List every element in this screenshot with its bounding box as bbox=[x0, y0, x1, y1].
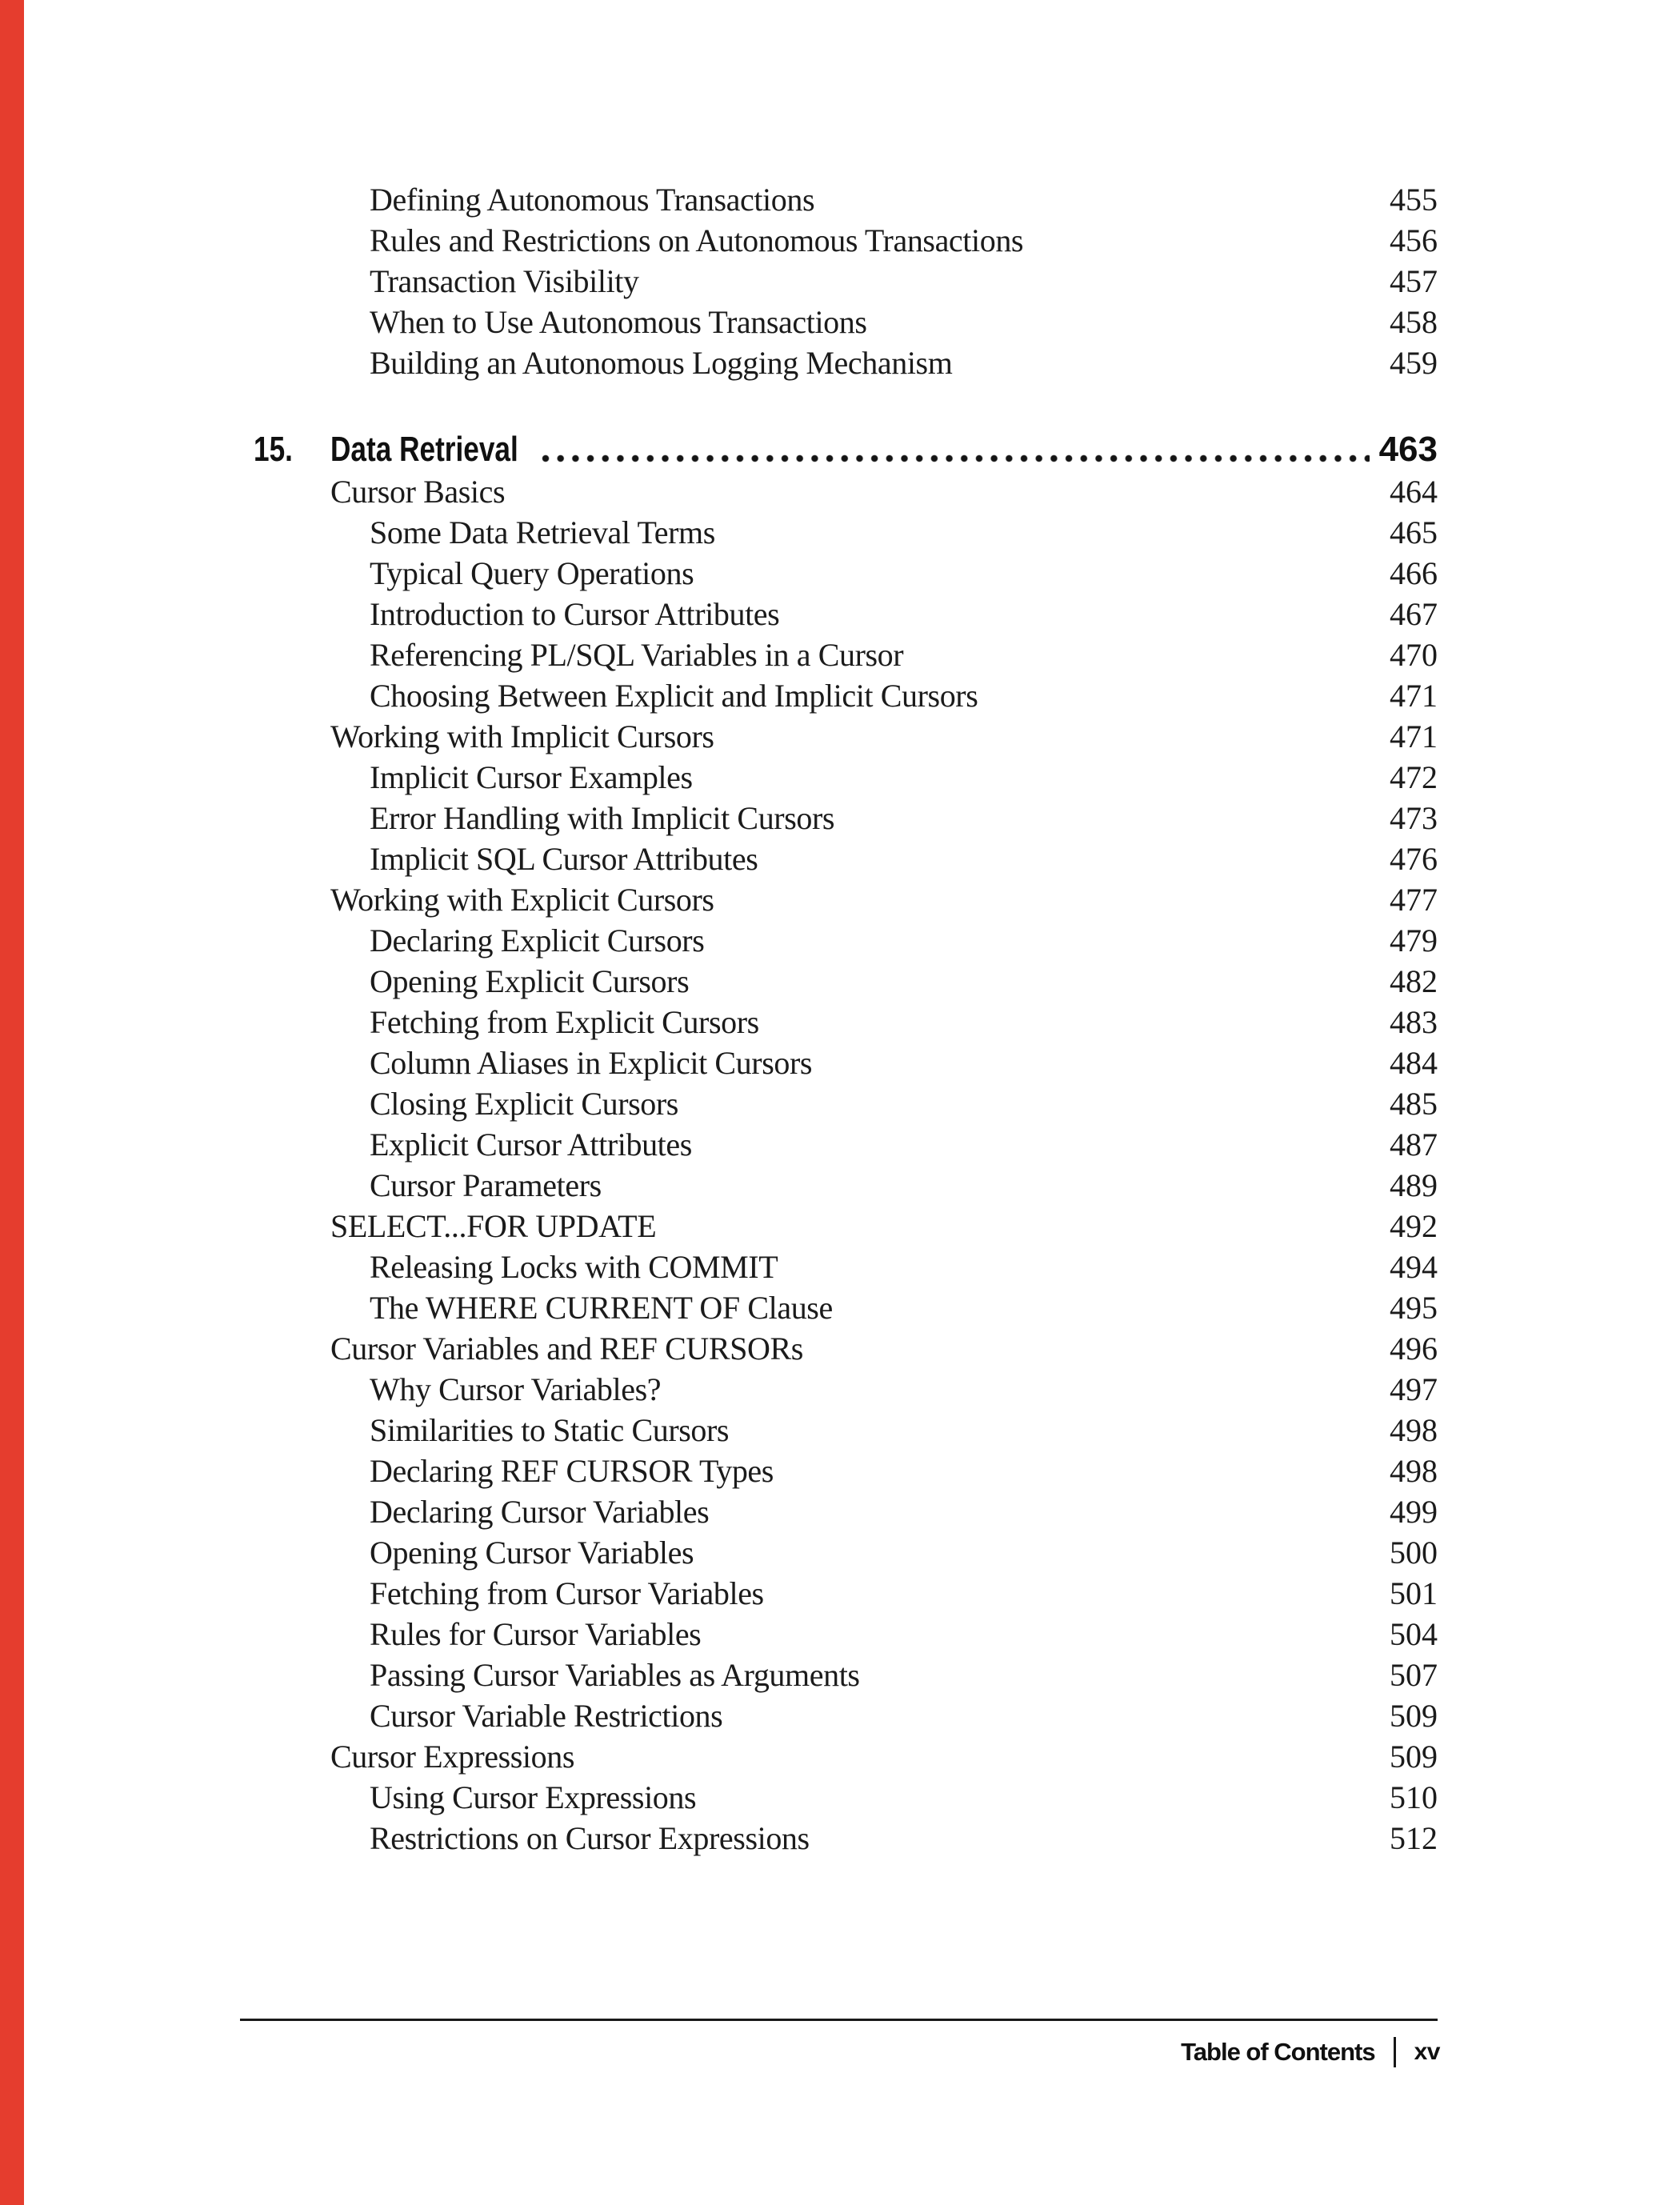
page-footer bbox=[1181, 2035, 1440, 2070]
toc-entry-row bbox=[244, 1451, 1438, 1491]
left-edge-accent-bar bbox=[0, 0, 24, 2205]
toc-entry-label: Declaring Explicit Cursors bbox=[370, 922, 705, 958]
toc-entry-page-number: 498 bbox=[1390, 1412, 1438, 1448]
toc-entry-page-number: 512 bbox=[1390, 1820, 1438, 1856]
toc-entry-page-number: 470 bbox=[1390, 637, 1438, 673]
toc-entry-label: Fetching from Explicit Cursors bbox=[370, 1004, 759, 1040]
toc-entry-row bbox=[244, 1083, 1438, 1124]
previous-chapter-entries bbox=[244, 179, 1438, 383]
toc-entry-row bbox=[244, 1247, 1438, 1287]
toc-entry-label: Using Cursor Expressions bbox=[370, 1779, 697, 1815]
toc-entry-label: Opening Explicit Cursors bbox=[370, 963, 690, 999]
toc-entry-row bbox=[244, 1287, 1438, 1328]
toc-entry-page-number: 504 bbox=[1390, 1616, 1438, 1652]
toc-entry-page-number: 457 bbox=[1390, 263, 1438, 299]
toc-entry-page-number: 482 bbox=[1390, 963, 1438, 999]
toc-entry-page-number: 473 bbox=[1390, 800, 1438, 836]
toc-entry-label: Declaring Cursor Variables bbox=[370, 1494, 710, 1530]
toc-entry-label: When to Use Autonomous Transactions bbox=[370, 304, 867, 340]
toc-entry-label: Implicit Cursor Examples bbox=[370, 759, 693, 795]
toc-entry-row bbox=[244, 1573, 1438, 1614]
toc-entry-page-number: 459 bbox=[1390, 345, 1438, 381]
toc-entry-label: Declaring REF CURSOR Types bbox=[370, 1453, 774, 1489]
toc-entry-label: SELECT...FOR UPDATE bbox=[330, 1208, 657, 1244]
toc-entry-label: Transaction Visibility bbox=[370, 263, 639, 299]
toc-entry-label: Some Data Retrieval Terms bbox=[370, 514, 715, 550]
toc-entry-page-number: 487 bbox=[1390, 1127, 1438, 1163]
toc-entry-row bbox=[244, 1042, 1438, 1083]
toc-entry-row bbox=[244, 220, 1438, 261]
toc-entry-row bbox=[244, 1491, 1438, 1532]
toc-entry-row bbox=[244, 798, 1438, 838]
toc-entry-row bbox=[244, 471, 1438, 512]
toc-entry-label: Cursor Expressions bbox=[330, 1739, 575, 1775]
toc-entry-label: Fetching from Cursor Variables bbox=[370, 1575, 764, 1611]
toc-entry-page-number: 492 bbox=[1390, 1208, 1438, 1244]
toc-entry-row bbox=[244, 594, 1438, 634]
toc-entry-page-number: 464 bbox=[1390, 474, 1438, 510]
toc-entry-row bbox=[244, 1002, 1438, 1042]
toc-entry-page-number: 497 bbox=[1390, 1371, 1438, 1407]
toc-entry-label: Column Aliases in Explicit Cursors bbox=[370, 1045, 813, 1081]
toc-entry-page-number: 484 bbox=[1390, 1045, 1438, 1081]
toc-entry-row bbox=[244, 1410, 1438, 1451]
footer-section-label: Table of Contents bbox=[1181, 2038, 1375, 2066]
toc-entry-row bbox=[244, 1736, 1438, 1777]
table-of-contents bbox=[244, 179, 1438, 1859]
footer-page-number: xv bbox=[1414, 2039, 1440, 2065]
toc-entry-label: Error Handling with Implicit Cursors bbox=[370, 800, 835, 836]
toc-entry-page-number: 476 bbox=[1390, 841, 1438, 877]
toc-entry-label: Restrictions on Cursor Expressions bbox=[370, 1820, 810, 1856]
toc-entry-row bbox=[244, 179, 1438, 220]
toc-entry-label: Closing Explicit Cursors bbox=[370, 1086, 678, 1122]
toc-entry-label: Working with Implicit Cursors bbox=[330, 718, 714, 754]
toc-entry-row bbox=[244, 261, 1438, 302]
toc-entry-row bbox=[244, 302, 1438, 342]
toc-entry-row bbox=[244, 1695, 1438, 1736]
toc-entry-page-number: 501 bbox=[1390, 1575, 1438, 1611]
toc-entry-label: Choosing Between Explicit and Implicit Cursors bbox=[370, 678, 978, 714]
toc-entry-row bbox=[244, 553, 1438, 594]
toc-entry-page-number: 483 bbox=[1390, 1004, 1438, 1040]
toc-entry-row bbox=[244, 961, 1438, 1002]
footer-rule bbox=[240, 2019, 1438, 2021]
toc-entry-row bbox=[244, 1124, 1438, 1165]
toc-entry-page-number: 498 bbox=[1390, 1453, 1438, 1489]
toc-entry-label: Cursor Variable Restrictions bbox=[370, 1698, 723, 1734]
toc-entry-page-number: 455 bbox=[1390, 182, 1438, 218]
toc-entry-label: Introduction to Cursor Attributes bbox=[370, 596, 780, 632]
toc-entry-page-number: 509 bbox=[1390, 1698, 1438, 1734]
toc-entry-row bbox=[244, 1165, 1438, 1206]
toc-entry-page-number: 489 bbox=[1390, 1167, 1438, 1203]
toc-entry-row bbox=[244, 675, 1438, 716]
toc-entry-label: Passing Cursor Variables as Arguments bbox=[370, 1657, 860, 1693]
toc-entry-page-number: 494 bbox=[1390, 1249, 1438, 1285]
toc-entry-page-number: 485 bbox=[1390, 1086, 1438, 1122]
toc-entry-label: Similarities to Static Cursors bbox=[370, 1412, 730, 1448]
toc-entry-row bbox=[244, 716, 1438, 757]
toc-entry-page-number: 472 bbox=[1390, 759, 1438, 795]
toc-entry-row bbox=[244, 634, 1438, 675]
chapter-heading-row bbox=[244, 428, 1438, 471]
toc-entry-row bbox=[244, 1614, 1438, 1655]
toc-entry-page-number: 466 bbox=[1390, 555, 1438, 591]
toc-entry-page-number: 456 bbox=[1390, 222, 1438, 258]
toc-entry-label: Referencing PL/SQL Variables in a Cursor bbox=[370, 637, 904, 673]
toc-entry-page-number: 499 bbox=[1390, 1494, 1438, 1530]
toc-entry-page-number: 509 bbox=[1390, 1739, 1438, 1775]
toc-entry-page-number: 458 bbox=[1390, 304, 1438, 340]
toc-entry-row bbox=[244, 920, 1438, 961]
footer-separator bbox=[1394, 2037, 1396, 2067]
toc-entry-label: The WHERE CURRENT OF Clause bbox=[370, 1290, 833, 1326]
toc-entry-label: Building an Autonomous Logging Mechanism bbox=[370, 345, 953, 381]
toc-entry-label: Cursor Parameters bbox=[370, 1167, 602, 1203]
toc-entry-row bbox=[244, 1777, 1438, 1818]
toc-entry-row bbox=[244, 879, 1438, 920]
toc-entry-label: Why Cursor Variables? bbox=[370, 1371, 662, 1407]
toc-entry-page-number: 465 bbox=[1390, 514, 1438, 550]
toc-entry-label: Defining Autonomous Transactions bbox=[370, 182, 815, 218]
toc-entry-row bbox=[244, 1369, 1438, 1410]
toc-entry-label: Rules and Restrictions on Autonomous Transactions bbox=[370, 222, 1024, 258]
toc-entry-label: Typical Query Operations bbox=[370, 555, 694, 591]
toc-entry-row bbox=[244, 1328, 1438, 1369]
toc-entry-page-number: 479 bbox=[1390, 922, 1438, 958]
toc-entry-row bbox=[244, 838, 1438, 879]
toc-entry-page-number: 507 bbox=[1390, 1657, 1438, 1693]
toc-entry-label: Working with Explicit Cursors bbox=[330, 882, 714, 918]
toc-entry-row bbox=[244, 342, 1438, 383]
toc-entry-row bbox=[244, 1532, 1438, 1573]
toc-entry-label: Cursor Variables and REF CURSORs bbox=[330, 1331, 803, 1367]
chapter-page-number: 463 bbox=[1378, 430, 1438, 469]
toc-entry-row bbox=[244, 512, 1438, 553]
toc-entry-label: Cursor Basics bbox=[330, 474, 506, 510]
toc-entry-page-number: 500 bbox=[1390, 1535, 1438, 1571]
toc-entry-page-number: 496 bbox=[1390, 1331, 1438, 1367]
toc-entry-row bbox=[244, 1655, 1438, 1695]
toc-entry-row bbox=[244, 757, 1438, 798]
chapter-number: 15. bbox=[254, 430, 293, 469]
toc-entry-page-number: 495 bbox=[1390, 1290, 1438, 1326]
chapter-title: Data Retrieval bbox=[330, 430, 518, 469]
toc-entry-page-number: 467 bbox=[1390, 596, 1438, 632]
toc-entry-label: Implicit SQL Cursor Attributes bbox=[370, 841, 758, 877]
toc-entry-label: Releasing Locks with COMMIT bbox=[370, 1249, 778, 1285]
toc-entry-label: Explicit Cursor Attributes bbox=[370, 1127, 692, 1163]
toc-entry-page-number: 471 bbox=[1390, 718, 1438, 754]
toc-entry-page-number: 471 bbox=[1390, 678, 1438, 714]
toc-entry-page-number: 510 bbox=[1390, 1779, 1438, 1815]
toc-entry-label: Opening Cursor Variables bbox=[370, 1535, 694, 1571]
toc-entry-page-number: 477 bbox=[1390, 882, 1438, 918]
dot-leader bbox=[542, 454, 1370, 462]
toc-entry-row bbox=[244, 1818, 1438, 1859]
toc-entry-row bbox=[244, 1206, 1438, 1247]
toc-entry-label: Rules for Cursor Variables bbox=[370, 1616, 702, 1652]
chapter-entries bbox=[244, 471, 1438, 1859]
